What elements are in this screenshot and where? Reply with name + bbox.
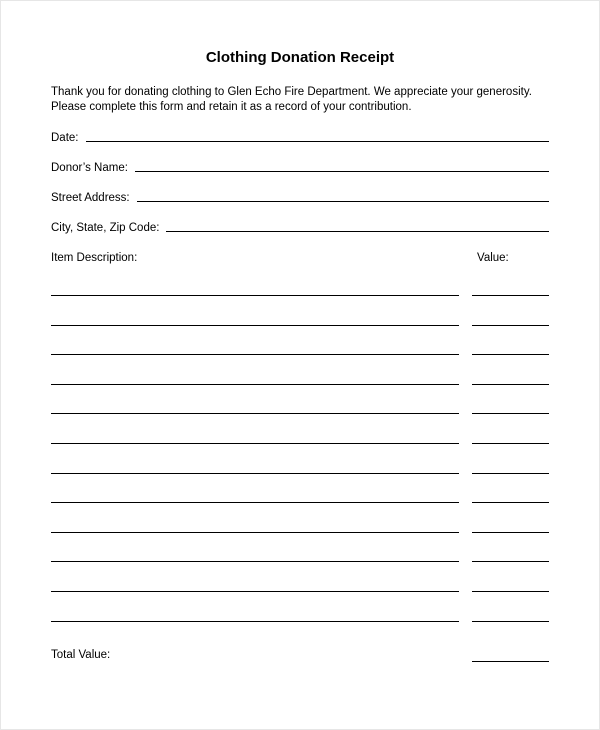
donor-name-label: Donor’s Name:: [51, 162, 128, 174]
item-value-line[interactable]: [472, 443, 549, 444]
total-value-label: Total Value:: [51, 649, 111, 661]
total-value-line[interactable]: [472, 661, 549, 662]
item-value-line[interactable]: [472, 354, 549, 355]
item-description-line[interactable]: [51, 502, 459, 503]
donor-name-blank-line[interactable]: [135, 171, 549, 172]
item-value-line[interactable]: [472, 413, 549, 414]
intro-line-2: Please complete this form and retain it as a record of your contribution.: [51, 101, 412, 113]
donor-name-field[interactable]: [51, 158, 549, 174]
date-field[interactable]: [51, 128, 549, 144]
city-state-zip-label: City, State, Zip Code:: [51, 222, 160, 234]
item-value-line[interactable]: [472, 621, 549, 622]
intro-text: [51, 85, 571, 115]
item-description-line[interactable]: [51, 325, 459, 326]
item-value-line[interactable]: [472, 384, 549, 385]
item-description-line[interactable]: [51, 413, 459, 414]
item-value-line[interactable]: [472, 502, 549, 503]
date-label: Date:: [51, 132, 79, 144]
city-state-zip-blank-line[interactable]: [166, 231, 549, 232]
item-value-line[interactable]: [472, 561, 549, 562]
street-address-label: Street Address:: [51, 192, 130, 204]
item-description-line[interactable]: [51, 295, 459, 296]
item-description-line[interactable]: [51, 384, 459, 385]
value-header: Value:: [477, 252, 509, 264]
item-description-line[interactable]: [51, 473, 459, 474]
item-value-line[interactable]: [472, 591, 549, 592]
intro-line-1: Thank you for donating clothing to Glen Echo Fire Department. We appreciate your generosity.: [51, 86, 532, 98]
street-address-blank-line[interactable]: [137, 201, 549, 202]
item-value-line[interactable]: [472, 295, 549, 296]
item-description-line[interactable]: [51, 443, 459, 444]
item-description-line[interactable]: [51, 591, 459, 592]
city-state-zip-field[interactable]: [51, 218, 549, 234]
item-value-line[interactable]: [472, 473, 549, 474]
item-description-header: Item Description:: [51, 252, 138, 264]
item-description-line[interactable]: [51, 532, 459, 533]
item-description-line[interactable]: [51, 561, 459, 562]
date-blank-line[interactable]: [86, 141, 550, 142]
item-value-line[interactable]: [472, 532, 549, 533]
street-address-field[interactable]: [51, 188, 549, 204]
item-description-line[interactable]: [51, 354, 459, 355]
item-description-line[interactable]: [51, 621, 459, 622]
page-title: Clothing Donation Receipt: [205, 49, 395, 66]
item-value-line[interactable]: [472, 325, 549, 326]
